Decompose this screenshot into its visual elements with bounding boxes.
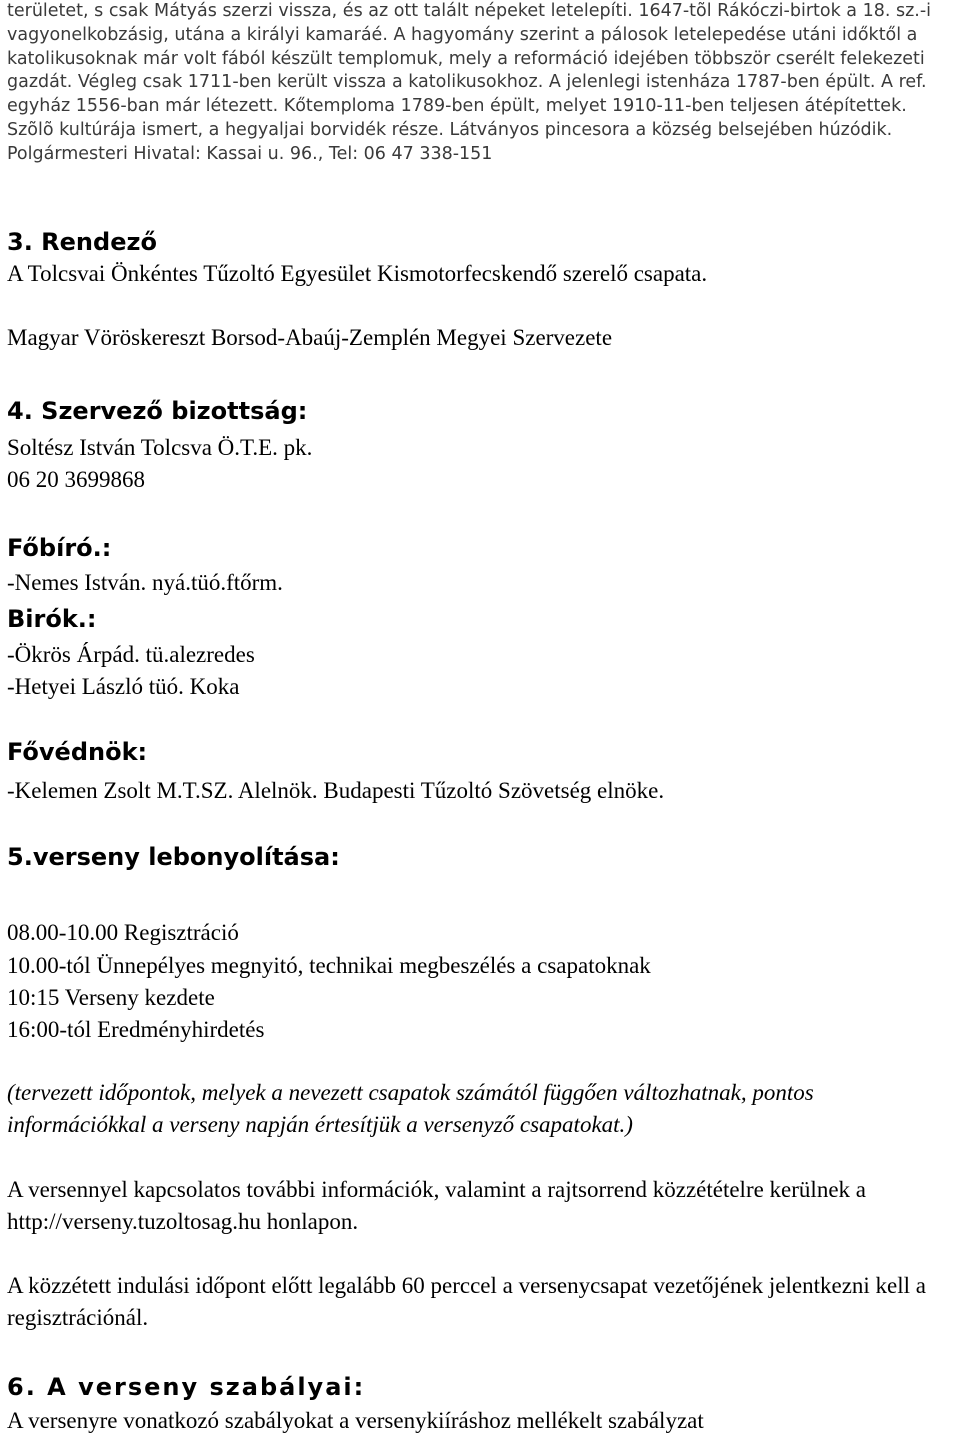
- schedule-item-2: 10.00-tól Ünnepélyes megnyitó, technikai megbeszélés a csapatoknak: [7, 953, 651, 978]
- biro-1: -Ökrös Árpád. tü.alezredes: [7, 642, 255, 667]
- intro-paragraph: területet, s csak Mátyás szerzi vissza, és az ott talált népeket letelepíti. 1647-tõl Rákóczi-birtok a 18. sz.-i vagyonelkobzásig, utána a királyi kamaráé. A hagyomány szerint a pálosok letelepedése utáni időktől a katolikusoknak már volt fából készült templomuk, mely a reformáció idejében többször cserélt felekezeti gazdát. Végleg csak 1711-ben került vissza a katolikusokhoz. A jelenlegi istenháza 1787-ben épült. A ref. egyház 1556-ban már létezett. Kőtemploma 1789-ben épült, melyet 1910-11-ben teljesen átépítettek. Szõlõ kultúrája ismert, a hegyaljai borvidék része. Látványos pincesora a község belsejében húzódik. Polgármesteri Hivatal: Kassai u. 96., Tel: 06 47 338-151: [7, 1, 932, 164]
- rendezo-line-1: A Tolcsvai Önkéntes Tűzoltó Egyesület Kismotorfecskendő szerelő csapata.: [7, 261, 708, 286]
- szervezo-phone: 06 20 3699868: [7, 467, 145, 492]
- biro-2: -Hetyei László tüó. Koka: [7, 674, 240, 699]
- info-paragraph: A versennyel kapcsolatos további információk, valamint a rajtsorrend közzétételre kerülnek a http://verseny.tuzoltosag.hu honlapon.: [7, 1177, 866, 1234]
- szabalyok-line-1: A versenyre vonatkozó szabályokat a versenykiíráshoz mellékelt szabályzat: [7, 1408, 704, 1433]
- fovednok-name: -Kelemen Zsolt M.T.SZ. Alelnök. Budapesti Tűzoltó Szövetség elnöke.: [7, 778, 665, 803]
- heading-fovednok: Fővédnök:: [7, 738, 148, 766]
- schedule-item-3: 10:15 Verseny kezdete: [7, 985, 215, 1010]
- szervezo-name: Soltész István Tolcsva Ö.T.E. pk.: [7, 435, 313, 460]
- fobiro-name: -Nemes István. nyá.tüó.ftőrm.: [7, 570, 283, 595]
- heading-lebonyolitas: 5.verseny lebonyolítása:: [7, 843, 340, 871]
- rendezo-line-2: Magyar Vöröskereszt Borsod-Abaúj-Zemplén Megyei Szervezete: [7, 325, 613, 350]
- heading-birok: Birók.:: [7, 605, 97, 633]
- checkin-paragraph: A közzétett indulási időpont előtt legalább 60 perccel a versenycsapat vezetőjének jelentkezni kell a regisztrációnál.: [7, 1273, 926, 1330]
- heading-szervezo-bizottsag: 4. Szervező bizottság:: [7, 397, 308, 425]
- schedule-item-4: 16:00-tól Eredményhirdetés: [7, 1017, 265, 1042]
- schedule-item-1: 08.00-10.00 Regisztráció: [7, 920, 239, 945]
- heading-szabalyok: 6. A verseny szabályai:: [7, 1373, 366, 1401]
- heading-fobiro: Főbíró.:: [7, 534, 112, 562]
- heading-rendezo: 3. Rendező: [7, 228, 157, 256]
- schedule-note: (tervezett időpontok, melyek a nevezett csapatok számától függően változhatnak, pontos információkkal a verseny napján értesítjük a versenyző csapatokat.): [7, 1080, 814, 1137]
